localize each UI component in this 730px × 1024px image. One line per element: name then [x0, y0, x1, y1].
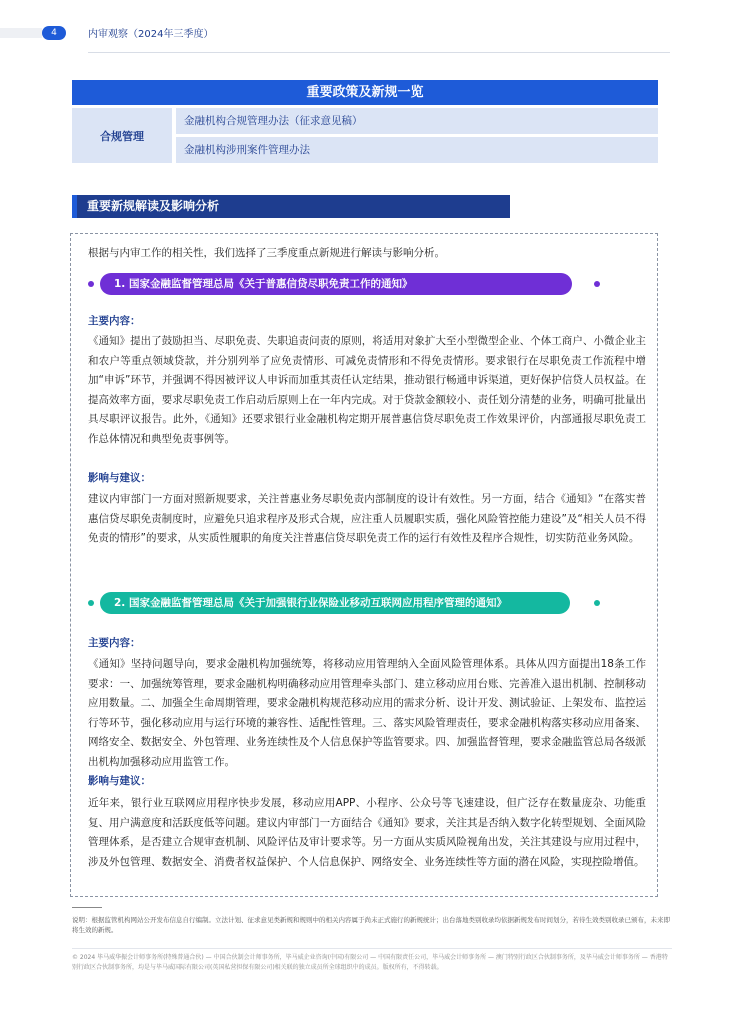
page-number: 4 [42, 26, 66, 40]
bullet-dot-icon [594, 281, 600, 287]
section-intro: 根据与内审工作的相关性，我们选择了三季度重点新规进行解读与影响分析。 [88, 247, 445, 259]
section-title: 重要新规解读及影响分析 [87, 199, 220, 213]
article-content: 《通知》坚持问题导向，要求金融机构加强统筹，将移动应用管理纳入全面风险管理体系。具体从四方面提出18条工作要求：一、加强统筹管理，要求金融机构明确移动应用管理牵头部门、建立移动应用台账、完善准入退出机制、控制移动应用数量。二、加强全生命周期管理，要求金融机构规范移动应用的需求分析、设计开发、测试验证、上架发布、监控运行等环节，强化移动应用与运行环境的兼容性、适配性管理。三、落实风险管理责任，要求金融机构落实移动应用备案、网络安全、数据安全、外包管理、业务连续性及个人信息保护等监管要求。四、加强监督管理，要求金融监管总局各级派出机构加强移动应用监管工作。 [88, 658, 646, 768]
policy-table-body [72, 108, 658, 166]
content-label: 主要内容： [88, 637, 141, 649]
article-impact: 建议内审部门一方面对照新规要求，关注普惠业务尽职免责内部制度的设计有效性。另一方面，结合《通知》“在落实普惠信贷尽职免责制度时，应避免只追求程序及形式合规，应注重人员履职实质，强化风险管控能力建设”及“相关人员不得免责的情形”的要求，从实质性履职的角度关注普惠信贷尽职免责工作的运行有效性及程序合规性，切实防范业务风险。 [88, 493, 646, 544]
impact-label: 影响与建议： [88, 472, 151, 484]
policy-item-list [176, 108, 658, 166]
article-2-heading [88, 592, 600, 614]
footer-divider [72, 948, 672, 949]
article-1-heading [88, 273, 600, 295]
policy-category: 合规管理 [72, 108, 172, 163]
article-content: 《通知》提出了鼓励担当、尽职免责、失职追责问责的原则，将适用对象扩大至小型微型企业、个体工商户、小微企业主和农户等重点领域贷款，并分别列举了应免责情形、可减免责情形和不得免责情形。要求银行在尽职免责工作流程中增加“申诉”环节，并强调不得因被评议人申诉而加重其责任认定结果，推动银行畅通申诉渠道，更好保护信贷人员权益。在提高效率方面，要求尽职免责工作启动后原则上在一年内完成。对于贷款金额较小、责任划分清楚的业务，明确可批量出具尽职评议报告。此外，《通知》还要求银行业金融机构定期开展普惠信贷尽职免责工作效果评价，内部通报尽职免责工作总体情况和典型免责事例等。 [88, 335, 646, 445]
article-title: 2. 国家金融监督管理总局《关于加强银行业保险业移动互联网应用程序管理的通知》 [100, 592, 570, 614]
policy-item: 金融机构合规管理办法（征求意见稿） [176, 108, 658, 134]
bullet-dot-icon [88, 281, 94, 287]
article-impact: 近年来，银行业互联网应用程序快步发展，移动应用APP、小程序、公众号等飞速建设，但广泛存在数量庞杂、功能重复、用户满意度和活跃度低等问题。建议内审部门一方面结合《通知》要求，关注其是否纳入数字化转型规划、全面风险管理体系，是否建立合规审查机制、风险评估及审计要求等。另一方面从实质风险视角出发，关注其建设与应用过程中，涉及外包管理、数据安全、消费者权益保护、个人信息保护、网络安全、业务连续性等方面的潜在风险，实现控险增值。 [88, 797, 646, 868]
header-divider [88, 52, 670, 53]
content-label: 主要内容： [88, 315, 141, 327]
impact-label: 影响与建议： [88, 775, 151, 787]
footnote: 说明：根据监管机构网站公开发布信息自行编制。立法计划、征求意见类新规和规则中的相关内容属于尚未正式施行的新规统计；出台落地类别收录均依据新规发布时间划分，若待生效类别收录已颁布，未来即将生效的新规。 [72, 916, 670, 934]
policy-overview-table [72, 80, 658, 166]
publication-title: 内审观察（2024年三季度） [88, 29, 214, 40]
policy-item: 金融机构涉刑案件管理办法 [176, 137, 658, 163]
bullet-dot-icon [88, 600, 94, 606]
page-number-bar [0, 28, 42, 38]
page-header [0, 22, 670, 42]
copyright-footer: © 2024 毕马威华振会计师事务所(特殊普通合伙) — 中国合伙制会计师事务所，毕马威企业咨询(中国)有限公司 — 中国有限责任公司，毕马威会计师事务所 — 澳门特别行政区合伙制事务所，及毕马威会计师事务所 — 香港特别行政区合伙制事务所，均是与毕马威国际有限公司(英国私营担保有限公司)相关联的独立成员所全球组织中的成员。版权所有，不得转载。 [72, 954, 668, 971]
section-heading [72, 195, 510, 218]
note-divider [72, 907, 102, 908]
bullet-dot-icon [594, 600, 600, 606]
policy-table-title: 重要政策及新规一览 [72, 80, 658, 105]
article-title: 1. 国家金融监督管理总局《关于普惠信贷尽职免责工作的通知》 [100, 273, 572, 295]
